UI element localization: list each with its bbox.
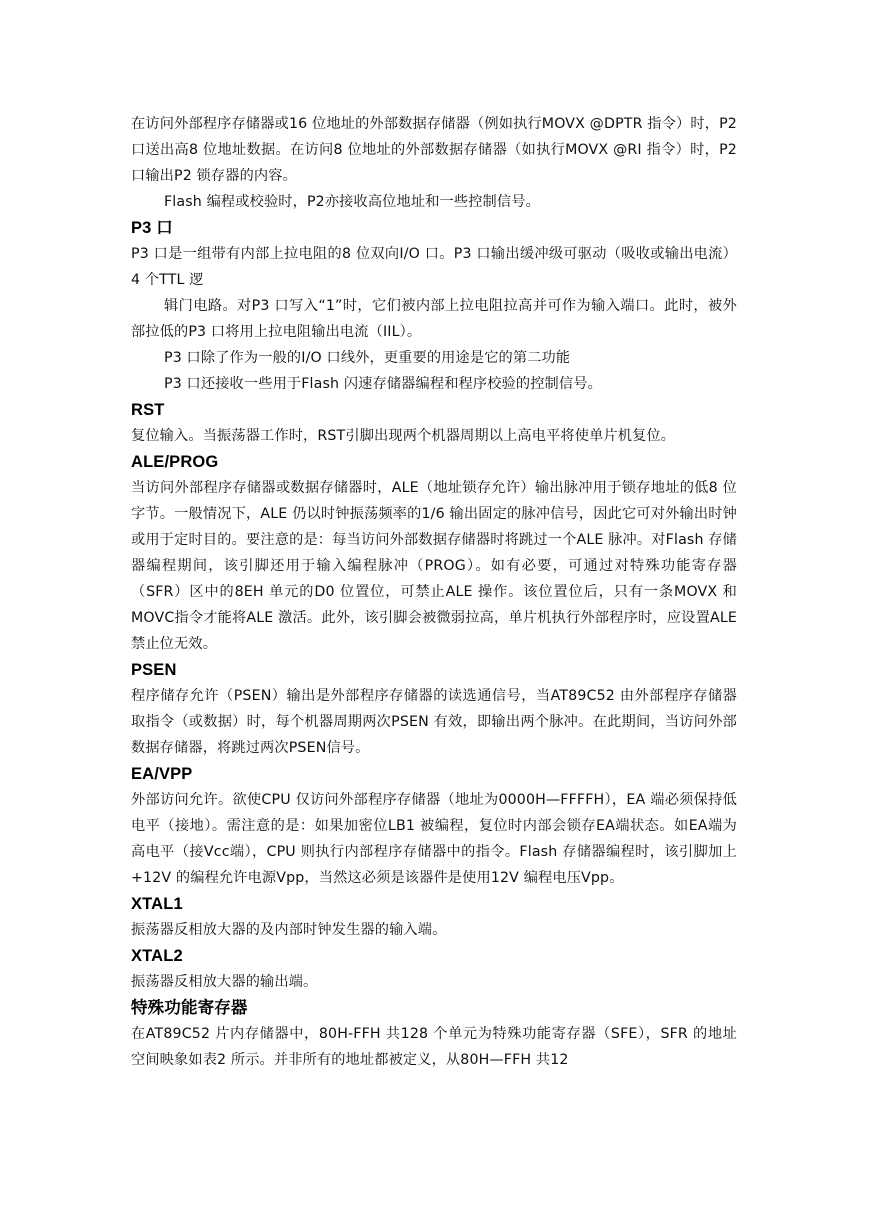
paragraph-p2-address: 在访问外部程序存储器或16 位地址的外部数据存储器（例如执行MOVX @DPTR 指令）时，P2 口送出高8 位地址数据。在访问8 位地址的外部数据存储器（如执行MOVX @RI 指令）时，P2 口输出P2 锁存器的内容。 [131, 116, 737, 184]
heading-ale-prog: ALE/PROG [131, 453, 219, 471]
paragraph-p2-flash: Flash 编程或校验时，P2亦接收高位地址和一些控制信号。 [164, 194, 540, 210]
heading-rst: RST [131, 401, 165, 419]
heading-xtal2: XTAL2 [131, 947, 183, 965]
paragraph-psen: 程序储存允许（PSEN）输出是外部程序存储器的读选通信号，当AT89C52 由外部程序存储器取指令（或数据）时，每个机器周期两次PSEN 有效，即输出两个脉冲。在此期间，当访问外部数据存储器，将跳过两次PSEN信号。 [131, 688, 737, 756]
heading-xtal1: XTAL1 [131, 895, 183, 913]
heading-ea-vpp: EA/VPP [131, 765, 193, 783]
heading-special-function-registers: 特殊功能寄存器 [131, 999, 248, 1017]
paragraph-p3-intro: P3 口是一组带有内部上拉电阻的8 位双向I/O 口。P3 口输出缓冲级可驱动（吸收或输出电流）4 个TTL 逻 [131, 246, 737, 288]
heading-p3-port: P3 口 [131, 219, 173, 237]
paragraph-rst: 复位输入。当振荡器工作时，RST引脚出现两个机器周期以上高电平将使单片机复位。 [131, 428, 676, 444]
paragraph-ale-prog: 当访问外部程序存储器或数据存储器时，ALE（地址锁存允许）输出脉冲用于锁存地址的低8 位字节。一般情况下，ALE 仍以时钟振荡频率的1/6 输出固定的脉冲信号，因此它可对外输出时钟或用于定时目的。要注意的是：每当访问外部数据存储器时将跳过一个ALE 脉冲。对Flash 存储器编程期间，该引脚还用于输入编程脉冲（PROG）。如有必要，可通过对特殊功能寄存器（SFR）区中的8EH 单元的D0 位置位，可禁止ALE 操作。该位置位后，只有一条MOVX 和MOVC指令才能将ALE 激活。此外，该引脚会被微弱拉高，单片机执行外部程序时，应设置ALE 禁止位无效。 [131, 480, 737, 652]
paragraph-p3-logic: 辑门电路。对P3 口写入“1”时，它们被内部上拉电阻拉高并可作为输入端口。此时，被外部拉低的P3 口将用上拉电阻输出电流（IIL）。 [131, 298, 737, 340]
document-page [131, 111, 737, 1073]
paragraph-xtal1: 振荡器反相放大器的及内部时钟发生器的输入端。 [131, 922, 447, 938]
paragraph-p3-flash: P3 口还接收一些用于Flash 闪速存储器编程和程序校验的控制信号。 [164, 376, 602, 392]
paragraph-p3-second-function: P3 口除了作为一般的I/O 口线外，更重要的用途是它的第二功能 [164, 350, 571, 366]
heading-psen: PSEN [131, 661, 177, 679]
paragraph-ea-vpp: 外部访问允许。欲使CPU 仅访问外部程序存储器（地址为0000H—FFFFH），EA 端必须保持低电平（接地）。需注意的是：如果加密位LB1 被编程，复位时内部会锁存EA端状态。如EA端为高电平（接Vcc端），CPU 则执行内部程序存储器中的指令。Flash 存储器编程时，该引脚加上+12V 的编程允许电源Vpp，当然这必须是该器件是使用12V 编程电压Vpp。 [131, 792, 737, 886]
paragraph-xtal2: 振荡器反相放大器的输出端。 [131, 974, 318, 990]
paragraph-sfr: 在AT89C52 片内存储器中，80H-FFH 共128 个单元为特殊功能寄存器（SFE），SFR 的地址空间映象如表2 所示。并非所有的地址都被定义，从80H—FFH 共12 [131, 1026, 737, 1068]
